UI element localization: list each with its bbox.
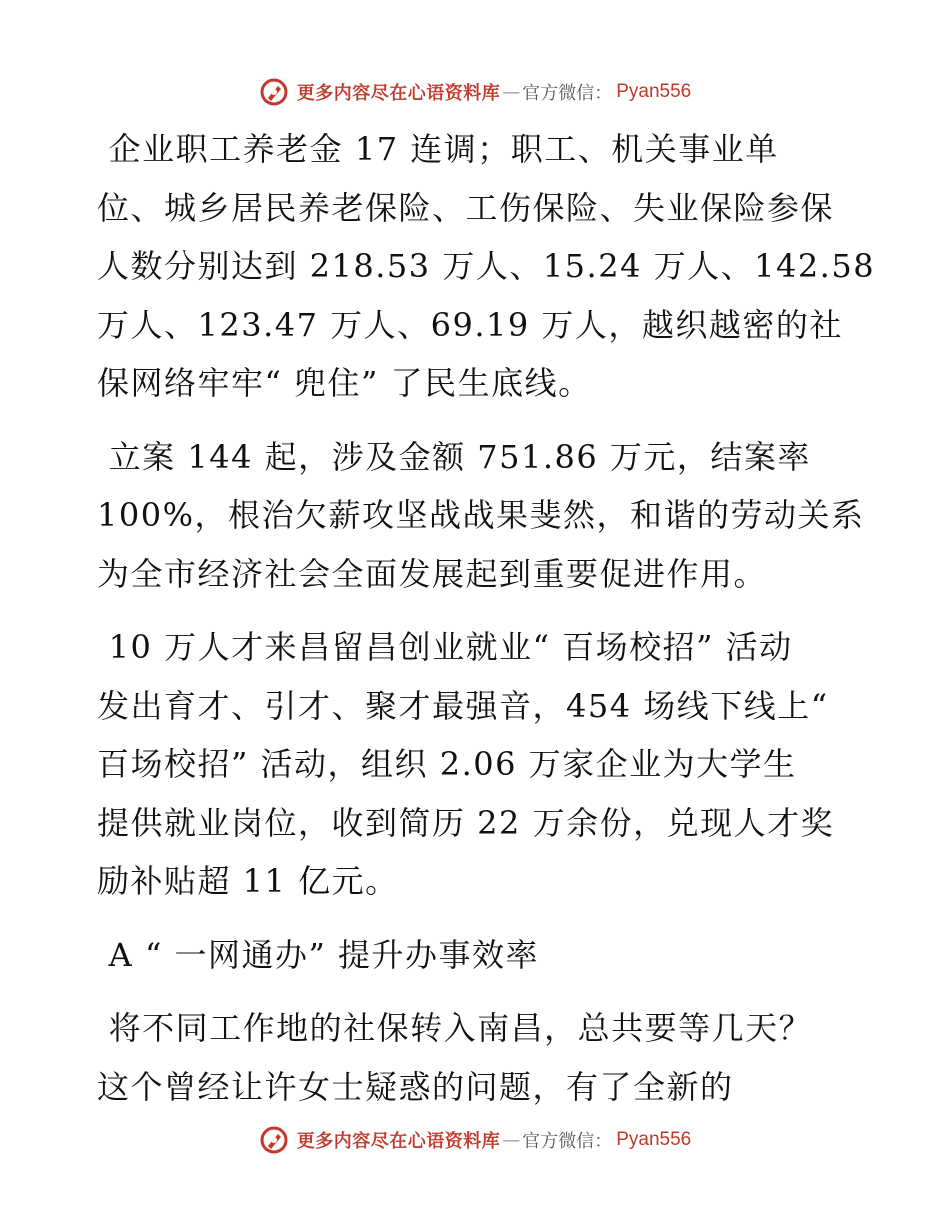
paragraph-pension xyxy=(97,120,876,413)
red-pen-circle-logo-icon xyxy=(259,1125,289,1155)
text-line: 10 万人才来昌留昌创业就业“ 百场校招” 活动 xyxy=(97,628,793,666)
watermark-official-label: 官方微信： xyxy=(522,1131,613,1152)
header-watermark xyxy=(0,72,950,112)
text-line: 这个曾经让许女士疑惑的问题，有了全新的 xyxy=(97,1067,734,1106)
text-line: 为全市经济社会全面发展起到重要促进作用。 xyxy=(97,554,768,593)
watermark-wechat-id: Pyan556 xyxy=(616,1129,692,1150)
text-line: 立案 144 起，涉及金额 751.86 万元，结案率 xyxy=(97,437,811,476)
text-line: 万人、123.47 万人、69.19 万人，越织越密的社 xyxy=(97,305,843,344)
paragraph-wage-cases xyxy=(97,428,865,604)
watermark-brand: 更多内容尽在心语资料库 xyxy=(296,1131,501,1152)
section-heading xyxy=(97,926,857,985)
text-line: 励补贴超 11 亿元。 xyxy=(97,862,399,900)
text-line: 提供就业岗位，收到简历 22 万余份，兑现人才奖 xyxy=(97,803,835,842)
watermark-brand: 更多内容尽在心语资料库 xyxy=(296,83,501,104)
document-body xyxy=(97,120,876,1116)
text-line: 发出育才、引才、聚才最强音，454 场线下线上“ xyxy=(97,686,829,725)
paragraph-campus-recruit xyxy=(97,618,857,911)
heading-line: A “ 一网通办” 提升办事效率 xyxy=(97,935,540,974)
text-line: 100%，根治欠薪攻坚战战果斐然，和谐的劳动关系 xyxy=(97,496,865,534)
watermark-dash: — xyxy=(502,81,521,103)
watermark-dash: — xyxy=(502,1129,521,1151)
text-line: 位、城乡居民养老保险、工伤保险、失业保险参保 xyxy=(97,188,835,227)
red-pen-circle-logo-icon xyxy=(259,77,289,107)
watermark-official-label: 官方微信： xyxy=(522,83,613,104)
text-line: 人数分别达到 218.53 万人、15.24 万人、142.58 xyxy=(97,247,876,285)
watermark-wechat-id: Pyan556 xyxy=(616,81,692,102)
footer-watermark xyxy=(0,1120,950,1160)
paragraph-social-security-transfer xyxy=(97,999,857,1116)
text-line: 保网络牢牢“ 兜住” 了民生底线。 xyxy=(97,364,592,402)
text-line: 将不同工作地的社保转入南昌，总共要等几天？ xyxy=(97,1009,813,1047)
text-line: 企业职工养老金 17 连调；职工、机关事业单 xyxy=(97,130,779,168)
text-line: 百场校招” 活动，组织 2.06 万家企业为大学生 xyxy=(97,745,797,783)
